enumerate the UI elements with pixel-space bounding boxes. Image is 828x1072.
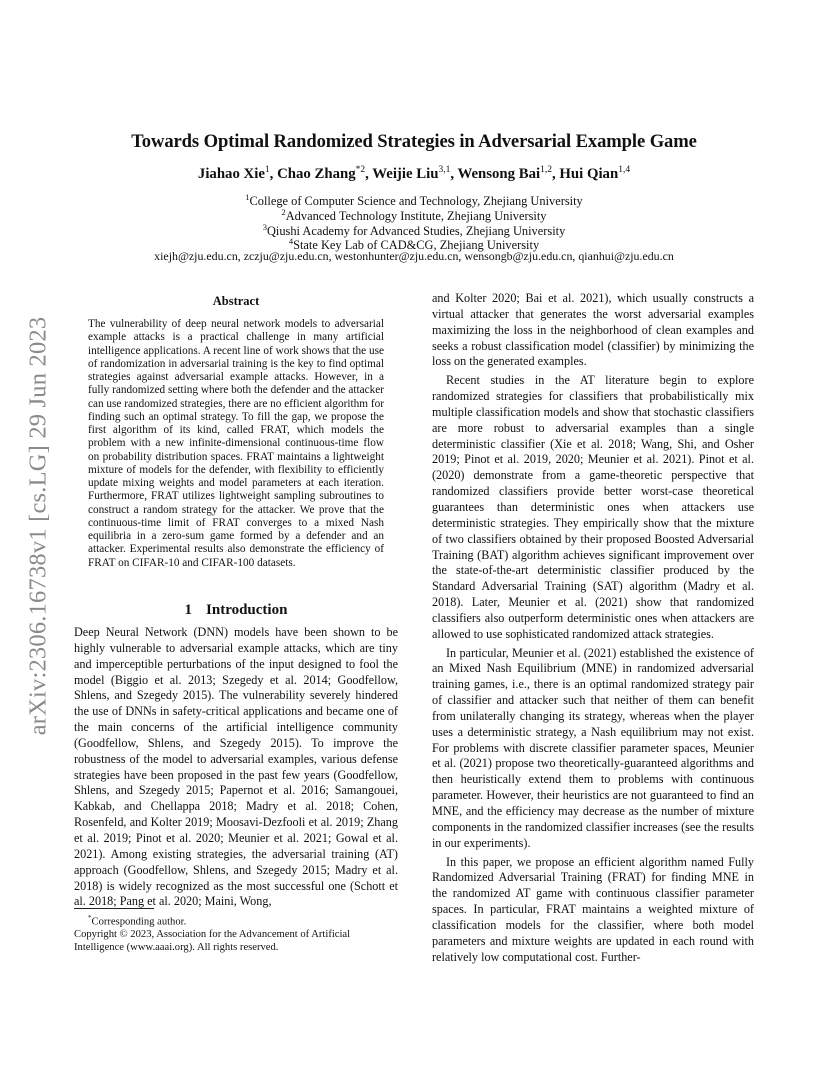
author-affiliation-mark: 3,1	[438, 165, 451, 175]
footnote	[74, 912, 398, 955]
author-name: Hui Qian	[559, 165, 619, 182]
introduction-body	[74, 625, 398, 910]
affiliation-mark: 3	[262, 222, 267, 232]
author-name: Wensong Bai	[457, 165, 541, 182]
author-affiliation-mark: 1,2	[540, 165, 552, 175]
section-number: 1	[184, 602, 193, 618]
section-title: Introduction	[206, 602, 288, 618]
footnote-corresponding-author	[74, 912, 398, 929]
affiliation-mark: 1	[245, 192, 250, 202]
author-emails: xiejh@zju.edu.cn, zczju@zju.edu.cn, westonhunter@zju.edu.cn, wensongb@zju.edu.cn, qianhui@zju.edu.cn	[154, 249, 674, 263]
affiliation-mark: 4	[288, 236, 294, 246]
body-paragraph: In particular, Meunier et al. (2021) established the existence of an Mixed Nash Equilibrium (MNE) in randomized adversarial training games, i.e., there is an optimal randomized strategy pair of classifier and attacker such that neither of them can benefit from unilaterally changing its strategy, whereas when the player uses a deterministic strategy, a Nash equilibrium may not exist. For problems with discrete classifier parameter spaces, Meunier et al. (2021) propose two theoretically-guaranteed algorithms and then heuristically extend them to problems with continuous parameter. However, their heuristics are not guaranteed to find an MNE, and the efficiency may decrease as the number of mixture components in the randomized classifier increases (see the results in our experiments).	[432, 645, 754, 850]
body-paragraph: Recent studies in the AT literature begin to explore randomized strategies for classifiers that probabilistically mix multiple classification models and show that stochastic classifiers are more robust to adversarial examples than a single deterministic classifier (Xie et al. 2018; Wang, Shi, and Osher 2019; Pinot et al. 2019, 2020; Meunier et al. 2021). Pinot et al. (2020) demonstrate from a game-theoretic perspective that randomized classifiers provide better worst-case theoretical guarantees than deterministic ones when attackers use deterministic strategies. They empirically show that the mixture of two classifiers obtained by their proposed Boosted Adversarial Training (BAT) algorithm achieves significant improvement over the state-of-the-art deterministic classifier produced by the Standard Adversarial Training (SAT) algorithm (Madry et al. 2018). Later, Meunier et al. (2021) show that randomized classifiers also outperform deterministic ones when attackers are allowed to use sophisticated randomized attack strategies.	[432, 373, 754, 641]
author-list	[74, 165, 754, 183]
author-name: Chao Zhang	[277, 165, 356, 182]
paper-title: Towards Optimal Randomized Strategies in Adversarial Example Game	[131, 131, 697, 152]
abstract-body	[88, 318, 384, 570]
author-separator: ,	[450, 165, 458, 182]
author-affiliation-mark: 1,4	[618, 165, 631, 175]
abstract-paragraph: The vulnerability of deep neural network models to adversarial example attacks is a practical challenge in many artificial intelligence applications. A recent line of work shows that the use of randomization in adversarial training is the key to find optimal strategies against adversarial example attacks. However, in a fully randomized setting where both the defender and the attacker can use randomized strategies, there are no efficient algorithm for finding such an optimal strategy. To fill the gap, we propose the first algorithm of its kind, called FRAT, which models the problem with a new infinite-dimensional continuous-time flow on probability distribution spaces. FRAT maintains a lightweight mixture of models for the defender, with flexibility to efficiently update mixing weights and model parameters at each iteration. Furthermore, FRAT utilizes lightweight sampling subroutines to construct a random strategy for the attacker. We prove that the continuous-time limit of FRAT converges to a mixed Nash equilibria in a zero-sum game formed by a defender and an attacker. Experimental results also demonstrate the efficiency of FRAT on CIFAR-10 and CIFAR-100 datasets.	[88, 318, 384, 569]
footnote-marker: *	[88, 914, 92, 922]
footnote-text: Corresponding author.	[91, 916, 187, 928]
affiliation-text: College of Computer Science and Technology, Zhejiang University	[249, 194, 583, 209]
body-paragraph: Deep Neural Network (DNN) models have been shown to be highly vulnerable to adversarial example attacks, which are tiny and imperceptible perturbations of the input designed to fool the model (Biggio et al. 2013; Szegedy et al. 2014; Goodfellow, Shlens, and Szegedy 2015). The vulnerability severely hindered the use of DNNs in safety-critical applications and became one of the main concerns of the artificial intelligence community (Goodfellow, Shlens, and Szegedy 2015). To improve the robustness of the model to adversarial examples, various defense strategies have been proposed in the past few years (Goodfellow, Shlens, and Szegedy 2015; Papernot et al. 2016; Samangouei, Kabkab, and Chellappa 2018; Madry et al. 2018; Cohen, Rosenfeld, and Kolter 2019; Moosavi-Dezfooli et al. 2019; Zhang et al. 2019; Pinot et al. 2020; Meunier et al. 2021; Gowal et al. 2021). Among existing strategies, the adversarial training (AT) approach (Goodfellow, Shlens, and Szegedy 2015; Madry et al. 2018) is widely recognized as the most successful one (Schott et al. 2018; Pang et al. 2020; Maini, Wong,	[74, 625, 398, 909]
copyright-notice: Copyright © 2023, Association for the Advancement of Artificial Intelligence (www.aaai.org). All rights reserved.	[74, 929, 351, 954]
author-separator: ,	[365, 165, 373, 182]
affiliation-text: State Key Lab of CAD&CG, Zhejiang University	[293, 238, 540, 253]
author-affiliation-mark: *2	[355, 165, 366, 175]
affiliation-text: Advanced Technology Institute, Zhejiang University	[285, 209, 547, 224]
footnote-divider	[74, 908, 154, 909]
arxiv-identifier-stamp	[14, 291, 62, 761]
section-heading-introduction	[74, 602, 398, 619]
affiliation-text: Qiushi Academy for Advanced Studies, Zhejiang University	[266, 224, 566, 239]
body-paragraph: and Kolter 2020; Bai et al. 2021), which usually constructs a virtual attacker that generates the worst adversarial examples maximizing the loss in the neighborhood of clean examples and seeks a robust classification model (classifier) by minimizing the loss on the generated examples.	[432, 291, 754, 369]
author-separator: ,	[269, 165, 278, 182]
author-name: Jiahao Xie	[197, 165, 265, 182]
right-column-body	[432, 291, 754, 965]
body-paragraph: In this paper, we propose an efficient algorithm named Fully Randomized Adversarial Training (FRAT) for finding MNE in the randomized AT game with continuous classifier parameter spaces. In particular, FRAT maintains a weighted mixture of classification models for the classifier, where both model parameters and mixture weights are updated in each round with relatively low computational cost. Further-	[432, 854, 754, 964]
arxiv-stamp-text: arXiv:2306.16738v1 [cs.LG] 29 Jun 2023	[24, 316, 52, 736]
author-separator: ,	[551, 165, 560, 182]
author-name: Weijie Liu	[372, 165, 439, 182]
author-affiliation-mark: 1	[264, 165, 270, 175]
affiliation-mark: 2	[281, 207, 286, 217]
abstract-heading: Abstract	[212, 294, 260, 308]
